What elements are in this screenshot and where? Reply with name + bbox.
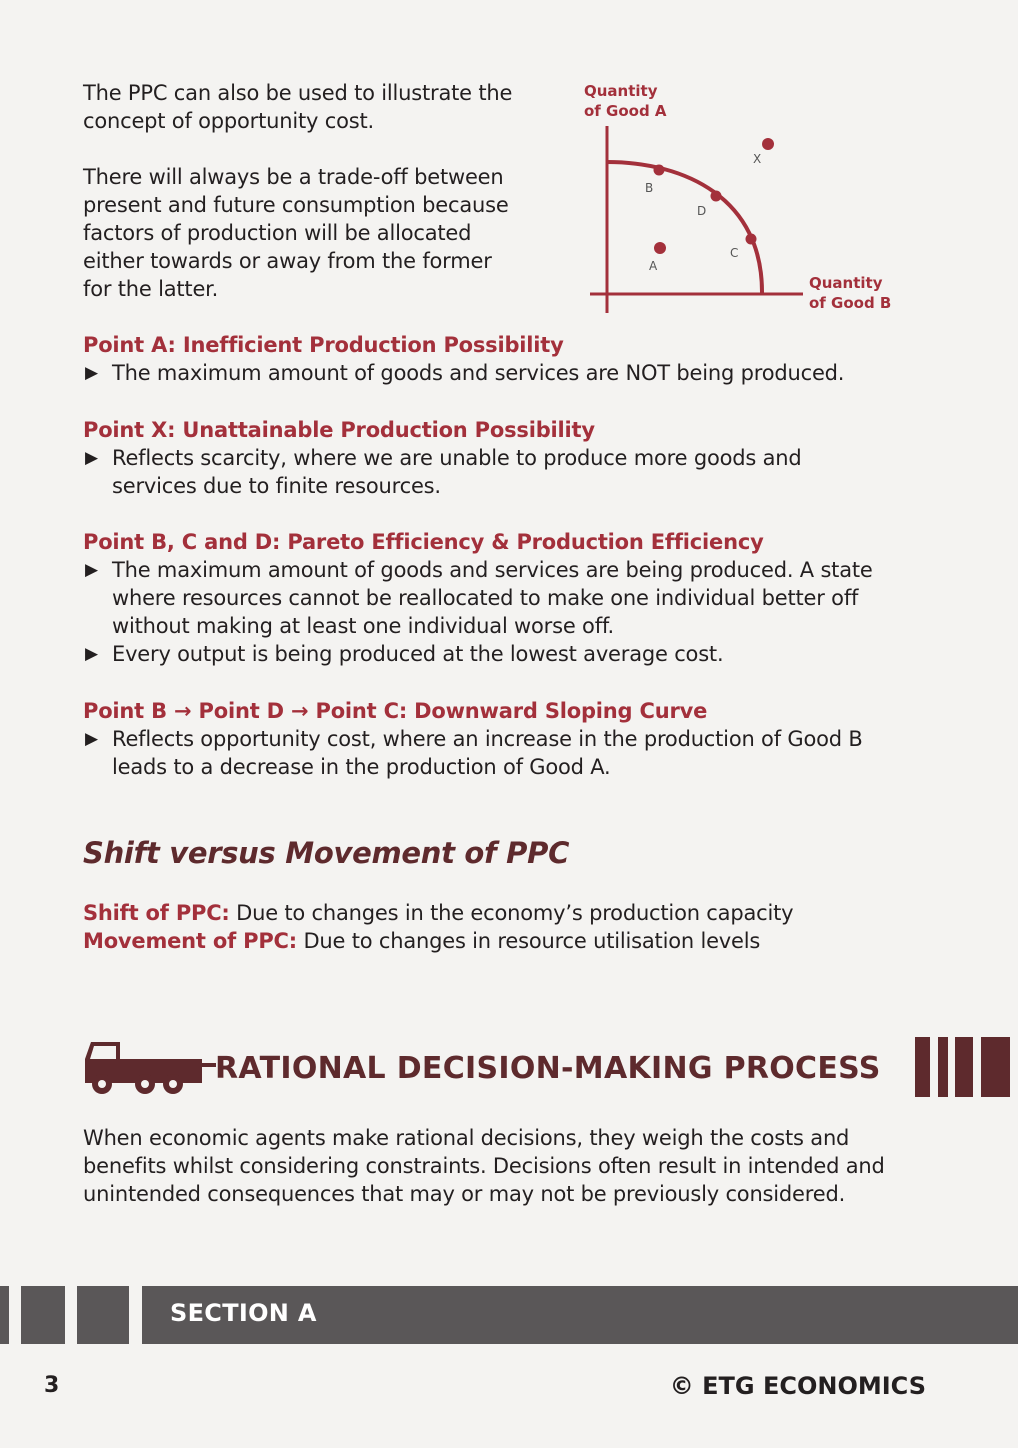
x-axis-label-line-2: of Good B xyxy=(809,294,892,312)
point-a-dot xyxy=(654,242,666,254)
shift-text: Due to changes in the economy’s production capacity xyxy=(236,901,794,925)
point-a-heading: Point A: Inefficient Production Possibility xyxy=(83,333,564,357)
shift-line xyxy=(83,899,943,927)
point-x-block xyxy=(83,416,883,500)
point-bcd-bullet-2: ▶ Every output is being produced at the lowest average cost. xyxy=(83,640,908,668)
point-x-heading: Point X: Unattainable Production Possibility xyxy=(83,418,595,442)
point-bdc-bullet-1: ▶ Reflects opportunity cost, where an increase in the production of Good B leads to a decrease in the production of Good A. xyxy=(83,725,903,781)
movement-text: Due to changes in resource utilisation levels xyxy=(303,929,761,953)
point-c-label: C xyxy=(730,246,739,260)
point-bcd-block xyxy=(83,528,908,668)
shift-section-body xyxy=(83,899,943,955)
intro-paragraph-1: The PPC can also be used to illustrate the concept of opportunity cost. xyxy=(83,81,513,133)
footer-bar-block-3 xyxy=(77,1286,129,1344)
ppc-diagram xyxy=(575,78,905,318)
point-x-label: X xyxy=(753,152,762,166)
point-c-dot xyxy=(746,234,757,245)
truck-icon xyxy=(82,1037,217,1099)
point-a-block xyxy=(83,331,943,387)
shift-label: Shift of PPC: xyxy=(83,901,230,925)
point-d-dot xyxy=(711,191,722,202)
point-a-label: A xyxy=(649,259,658,273)
copyright: © ETG ECONOMICS xyxy=(669,1372,926,1400)
y-axis-label-line-2: of Good A xyxy=(584,102,667,120)
page-number: 3 xyxy=(44,1373,60,1398)
point-d-label: D xyxy=(697,204,707,218)
point-bcd-heading: Point B, C and D: Pareto Efficiency & Production Efficiency xyxy=(83,530,764,554)
footer-section-bar xyxy=(142,1286,1018,1344)
ppc-curve xyxy=(607,162,762,294)
point-a-bullet-1: ▶ The maximum amount of goods and services are NOT being produced. xyxy=(83,359,943,387)
movement-line xyxy=(83,927,943,955)
x-axis-label-line-1: Quantity xyxy=(809,274,883,292)
point-x-bullet-1: ▶ Reflects scarcity, where we are unable to produce more goods and services due to finite resources. xyxy=(83,444,883,500)
point-x-dot xyxy=(762,138,774,150)
shift-section-title: Shift versus Movement of PPC xyxy=(83,836,570,870)
y-axis-label-line-1: Quantity xyxy=(584,82,658,100)
footer-bar-block-1 xyxy=(0,1286,9,1344)
rational-title-bars xyxy=(913,1037,1018,1097)
footer-bar-block-2 xyxy=(21,1286,65,1344)
rational-paragraph: When economic agents make rational decisions, they weigh the costs and benefits whilst considering constraints. Decisions often result in intended and unintended consequences that may or may not be previously considered. xyxy=(83,1126,885,1206)
point-b-dot xyxy=(654,165,665,176)
point-b-label: B xyxy=(645,181,654,195)
rational-title: RATIONAL DECISION-MAKING PROCESS xyxy=(215,1051,881,1086)
intro-paragraph-2: There will always be a trade-off between present and future consumption because factors of production will be allocated either towards or away from the former for the latter. xyxy=(83,165,509,301)
point-bdc-block xyxy=(83,697,903,781)
section-label: SECTION A xyxy=(170,1299,317,1327)
point-bdc-heading: Point B → Point D → Point C: Downward Sloping Curve xyxy=(83,699,708,723)
movement-label: Movement of PPC: xyxy=(83,929,297,953)
point-bcd-bullet-1: ▶ The maximum amount of goods and services are being produced. A state where resources cannot be reallocated to make one individual better off without making at least one individual worse off. xyxy=(83,556,908,640)
